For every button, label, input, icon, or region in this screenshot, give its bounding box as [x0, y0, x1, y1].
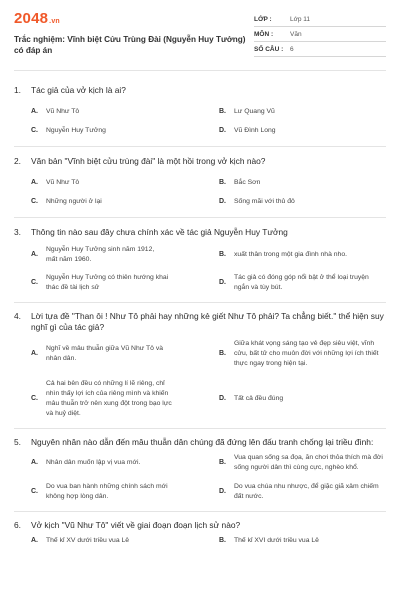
options — [14, 339, 386, 419]
question-text — [14, 227, 386, 238]
option-b[interactable] — [219, 339, 399, 369]
question-stem: Văn bản "Vĩnh biệt cửu trùng đài" là một hồi trong vở kịch nào? — [31, 156, 266, 166]
option-a[interactable] — [31, 107, 211, 117]
option-text: Nhân dân muốn lập vị vua mới. — [46, 459, 141, 466]
meta-key: LỚP : — [254, 15, 272, 23]
question-text — [14, 311, 386, 333]
options — [14, 178, 386, 207]
option-letter: D. — [219, 127, 226, 134]
meta-key: MÔN : — [254, 30, 274, 38]
option-text: Bắc Sơn — [234, 179, 261, 186]
option-text: Do vua ban hành những chính sách mới không hợp lòng dân. — [46, 483, 168, 500]
option-text: Tất cả đều đúng — [234, 395, 284, 402]
options — [14, 536, 386, 546]
header-left — [14, 8, 254, 70]
question-number: 1. — [14, 85, 21, 95]
question-2 — [14, 147, 386, 207]
meta-value: Văn — [290, 30, 302, 38]
option-letter: A. — [31, 459, 38, 466]
option-text: Nguyễn Huy Tưởng có thiên hướng khai thác đề tài lịch sử — [46, 274, 169, 291]
question-text — [14, 437, 386, 448]
option-letter: A. — [31, 251, 38, 258]
question-text — [14, 520, 386, 531]
question-stem: Thông tin nào sau đây chưa chính xác về tác giả Nguyễn Huy Tưởng — [31, 227, 288, 237]
option-text: Nguyễn Huy Tưởng — [46, 127, 106, 134]
option-letter: C. — [31, 279, 38, 286]
option-a[interactable] — [31, 536, 211, 546]
question-number: 3. — [14, 227, 21, 237]
option-c[interactable] — [31, 197, 211, 207]
question-number: 5. — [14, 437, 21, 447]
option-a[interactable] — [31, 339, 211, 369]
option-d[interactable] — [219, 482, 399, 502]
option-b[interactable] — [219, 245, 399, 265]
question-stem: Vở kịch "Vũ Như Tô" viết về giai đoạn đoạn lịch sử nào? — [31, 520, 241, 530]
option-text: Những người ở lại — [46, 198, 102, 205]
question-text — [14, 85, 386, 96]
option-text: Nghĩ về mâu thuẫn giữa Vũ Như Tô và nhân dân. — [46, 345, 164, 362]
option-b[interactable] — [219, 178, 399, 188]
option-text: Sống mãi với thủ đô — [234, 198, 295, 205]
option-c[interactable] — [31, 126, 211, 136]
option-b[interactable] — [219, 536, 399, 546]
question-number: 6. — [14, 520, 21, 530]
option-letter: A. — [31, 537, 38, 544]
option-d[interactable] — [219, 379, 399, 419]
option-a[interactable] — [31, 178, 211, 188]
option-letter: B. — [219, 251, 226, 258]
question-stem: Nguyên nhân nào dẫn đến mâu thuẫn dân chúng đã đứng lên đấu tranh chống lại triều đình: — [31, 437, 374, 447]
meta-key: SỐ CÂU : — [254, 45, 284, 53]
question-5 — [14, 429, 386, 502]
option-d[interactable] — [219, 197, 399, 207]
option-letter: B. — [219, 350, 226, 357]
header — [14, 8, 386, 70]
question-4 — [14, 303, 386, 419]
logo-text: 2048 — [14, 10, 49, 27]
option-b[interactable] — [219, 453, 399, 473]
option-letter: B. — [219, 459, 226, 466]
option-letter: A. — [31, 350, 38, 357]
option-letter: C. — [31, 488, 38, 495]
question-stem: Tác giả của vở kịch là ai? — [31, 85, 126, 95]
question-6 — [14, 512, 386, 546]
option-text: Giữa khát vọng sáng tạo vẻ đẹp siêu việt, vĩnh cửu, bất tử cho muôn đời với những lợi ích thiết thực ngay trong hiện tại. — [234, 340, 379, 367]
options — [14, 107, 386, 136]
option-d[interactable] — [219, 126, 399, 136]
options — [14, 453, 386, 502]
meta-table — [254, 12, 386, 70]
option-text: Vũ Đình Long — [234, 127, 276, 134]
option-letter: A. — [31, 108, 38, 115]
option-text: Nguyễn Huy Tưởng sinh năm 1912, mất năm 1960. — [46, 246, 155, 263]
question-1 — [14, 71, 386, 136]
option-letter: C. — [31, 395, 38, 402]
option-text: Do vua chúa nhu nhược, để giặc giã xâm chiếm đất nước. — [234, 483, 379, 500]
meta-row-class — [254, 12, 386, 27]
option-letter: C. — [31, 127, 38, 134]
option-text: Lư Quang Vũ — [234, 108, 275, 115]
question-number: 2. — [14, 156, 21, 166]
option-letter: D. — [219, 198, 226, 205]
option-letter: D. — [219, 395, 226, 402]
meta-row-count — [254, 42, 386, 57]
option-text: Thế kỉ XV dưới triều vua Lê — [46, 537, 130, 544]
site-logo[interactable] — [14, 10, 254, 27]
option-letter: D. — [219, 279, 226, 286]
page-title: Trắc nghiệm: Vĩnh biệt Cửu Trùng Đài (Nguyễn Huy Tưởng) có đáp án — [14, 35, 246, 55]
option-letter: B. — [219, 108, 226, 115]
option-letter: C. — [31, 198, 38, 205]
meta-value: Lớp 11 — [290, 15, 311, 23]
logo-suffix: .vn — [49, 18, 60, 25]
option-d[interactable] — [219, 273, 399, 293]
option-c[interactable] — [31, 482, 211, 502]
question-number: 4. — [14, 311, 21, 321]
option-letter: B. — [219, 537, 226, 544]
option-c[interactable] — [31, 273, 211, 293]
option-text: xuất thân trong một gia đình nhà nho. — [234, 251, 347, 258]
question-3 — [14, 218, 386, 293]
option-text: Thế kỉ XVI dưới triều vua Lê — [234, 537, 319, 544]
option-letter: D. — [219, 488, 226, 495]
meta-value: 6 — [290, 45, 294, 53]
option-b[interactable] — [219, 107, 399, 117]
question-stem: Lời tựa đề "Than ôi ! Như Tô phải hay những kẻ giết Như Tô phải? Ta chẳng biết." thể hiện suy nghĩ gì của tác giả? — [31, 311, 384, 332]
option-a[interactable] — [31, 453, 211, 473]
option-text: Vua quan sống sa đọa, ăn chơi thỏa thích mà đời sống người dân thì cùng cực, nghèo khổ. — [234, 454, 383, 471]
options — [14, 245, 386, 293]
option-letter: A. — [31, 179, 38, 186]
option-text: Vũ Như Tô — [46, 179, 80, 186]
option-a[interactable] — [31, 245, 211, 265]
option-c[interactable] — [31, 379, 211, 419]
option-text: Vũ Như Tô — [46, 108, 80, 115]
option-text: Cả hai bên đều có những lí lẽ riêng, chỉ nhìn thấy lợi ích của riêng mình và khiến mâu thuẫn trở nên xung đột trong bạo lực và huỷ diệt. — [46, 380, 172, 417]
meta-row-subject — [254, 27, 386, 42]
option-text: Tác giả có đóng góp nổi bật ở thể loại truyện ngắn và tùy bút. — [234, 274, 369, 291]
question-text — [14, 156, 386, 167]
option-letter: B. — [219, 179, 226, 186]
